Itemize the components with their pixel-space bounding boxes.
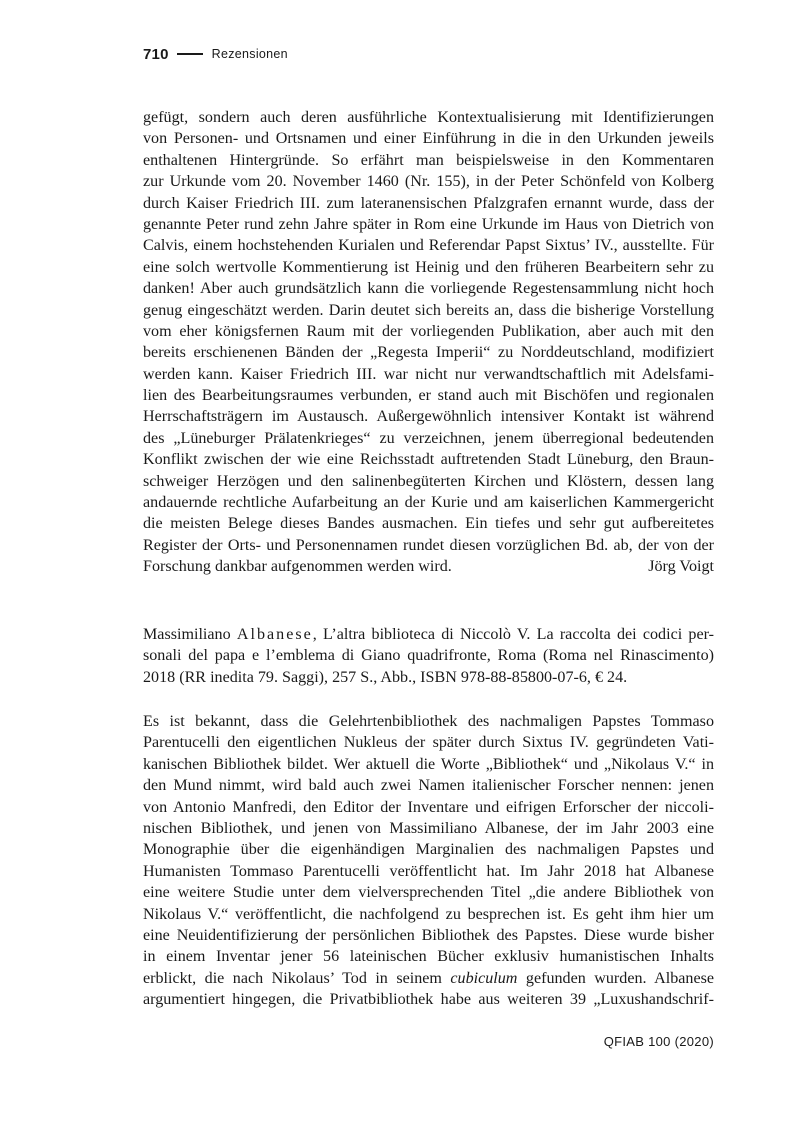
text-line: werden kann. Kaiser Friedrich III. war nicht nur verwandtschaftlich mit Adelsfami-: [143, 365, 714, 383]
author-first-name: Massimiliano: [143, 626, 231, 643]
header-rule: [177, 53, 203, 56]
text-segment: erblickt, die nach Nikolaus’ Tod in seinem: [143, 969, 451, 987]
text-line: die meisten Belege dieses Bandes ausmachen. Ein tiefes und sehr gut aufbereitetes: [143, 515, 714, 533]
text-line: Register der Orts- und Personennamen rundet diesen vorzüglichen Bd. ab, der von der: [143, 536, 714, 554]
text-line: genannte Peter rund zehn Jahre später in Rom eine Urkunde im Haus von Dietrich von: [143, 215, 714, 233]
text-line: von Antonio Manfredi, den Editor der Inventare und eifrigen Erforscher der niccoli-: [143, 798, 714, 816]
italic-term: cubiculum: [450, 969, 518, 987]
text-line: nischen Bibliothek, und jenen von Massimiliano Albanese, der im Jahr 2003 eine: [143, 819, 714, 837]
text-line: Herrschaftsträgern im Austausch. Außergewöhnlich intensiver Kontakt ist während: [143, 408, 714, 426]
text-line: enthaltenen Hintergründe. So erfährt man beispielsweise in den Kommentaren: [143, 151, 714, 169]
bib-line: sonali del papa e l’emblema di Giano quadrifronte, Roma (Roma nel Rinascimento): [143, 647, 714, 665]
text-line: gefügt, sondern auch deren ausführliche Kontextualisierung mit Identifizierungen: [143, 109, 714, 126]
bibliographic-entry: [143, 624, 714, 688]
text-line: zur Urkunde vom 20. November 1460 (Nr. 155), in der Peter Schönfeld von Kolberg: [143, 173, 714, 191]
text-line: bereits erschienenen Bänden der „Regesta Imperii“ zu Norddeutschland, modifiziert: [143, 344, 714, 362]
text-line: vom eher königsfernen Raum mit der vorliegenden Publikation, aber auch mit den: [143, 322, 714, 340]
reviewer-signature: Jörg Voigt: [648, 558, 714, 576]
running-head: [143, 44, 288, 64]
text-line: des „Lüneburger Prälatenkrieges“ zu verzeichnen, jenem überregional bedeutenden: [143, 429, 714, 447]
text-line: den Mund nimmt, wird bald auch zwei Namen italienischer Forscher nennen: jenen: [143, 777, 714, 795]
bib-line: [143, 624, 714, 645]
text-line: eine Neuidentifizierung der persönlichen Bibliothek des Papstes. Diese wurde bisher: [143, 926, 714, 944]
text-line: Konflikt zwischen der wie eine Reichsstadt auftretenden Stadt Lüneburg, den Braun-: [143, 451, 714, 469]
text-line: Calvis, einem hochstehenden Kurialen und Referendar Papst Sixtus’ IV., ausstellte. Für: [143, 237, 714, 255]
review-continuation: [143, 107, 714, 578]
journal-footer: QFIAB 100 (2020): [603, 1034, 714, 1049]
bib-line: 2018 (RR inedita 79. Saggi), 257 S., Abb., ISBN 978-88-85800-07-6, € 24.: [143, 668, 628, 686]
text-line: Parentucelli den eigentlichen Nukleus der später durch Sixtus IV. gegründeten Vati-: [143, 734, 714, 752]
text-line: Humanisten Tommaso Parentucelli veröffentlicht hat. Im Jahr 2018 hat Albanese: [143, 862, 714, 880]
text-line: [143, 968, 714, 989]
text-line: durch Kaiser Friedrich III. zum lateranensischen Pfalzgrafen ernannt wurde, dass der: [143, 194, 714, 212]
text-segment: gefunden wurden. Albanese: [517, 969, 714, 987]
closing-text: Forschung dankbar aufgenommen werden wird.: [143, 558, 452, 576]
text-line: genug eingeschätzt werden. Darin deutet sich bereits an, dass die bisherige Vorstellung: [143, 301, 714, 319]
text-line: danken! Aber auch grundsätzlich kann die vorliegende Regestensammlung nicht hoch: [143, 280, 714, 298]
section-title: Rezensionen: [211, 47, 288, 61]
text-line: Monographie über die eigenhändigen Marginalien des nachmaligen Papstes und: [143, 841, 714, 859]
text-line: eine solch wertvolle Kommentierung ist Heinig und den früheren Bearbeitern sehr zu: [143, 258, 714, 276]
text-line: andauernde rechtliche Aufarbeitung an der Kurie und am kaiserlichen Kammergericht: [143, 494, 714, 512]
author-last-name: Albanese: [236, 626, 313, 643]
text-line: schweiger Herzögen und den salinenbegüterten Kirchen und Klöstern, dessen lang: [143, 472, 714, 490]
text-line: kanischen Bibliothek bildet. Wer aktuell die Worte „Bibliothek“ und „Nikolaus V.“ in: [143, 755, 714, 773]
closing-line: [143, 556, 714, 577]
text-line: Es ist bekannt, dass die Gelehrtenbibliothek des nachmaligen Papstes Tommaso: [143, 713, 714, 730]
text-line: von Personen- und Ortsnamen und einer Einführung in die in den Urkunden jeweils: [143, 130, 714, 148]
text-line: lien des Bearbeitungsraumes verbunden, er stand auch mit Bischöfen und regionalen: [143, 387, 714, 405]
text-line: in einem Inventar jener 56 lateinischen Bücher exklusiv humanistischen Inhalts: [143, 948, 714, 966]
page-number: 710: [143, 45, 169, 63]
text-line: argumentiert hingegen, die Privatbibliothek habe aus weiteren 39 „Luxushandschrif-: [143, 991, 714, 1009]
bib-title-part: , L’altra biblioteca di Niccolò V. La raccolta dei codici per-: [312, 626, 714, 643]
review-body: [143, 711, 714, 1010]
text-line: Nikolaus V.“ veröffentlicht, die nachfolgend zu besprechen ist. Es geht ihm hier um: [143, 905, 714, 923]
text-line: eine weitere Studie unter dem vielversprechenden Titel „die andere Bibliothek von: [143, 884, 714, 902]
